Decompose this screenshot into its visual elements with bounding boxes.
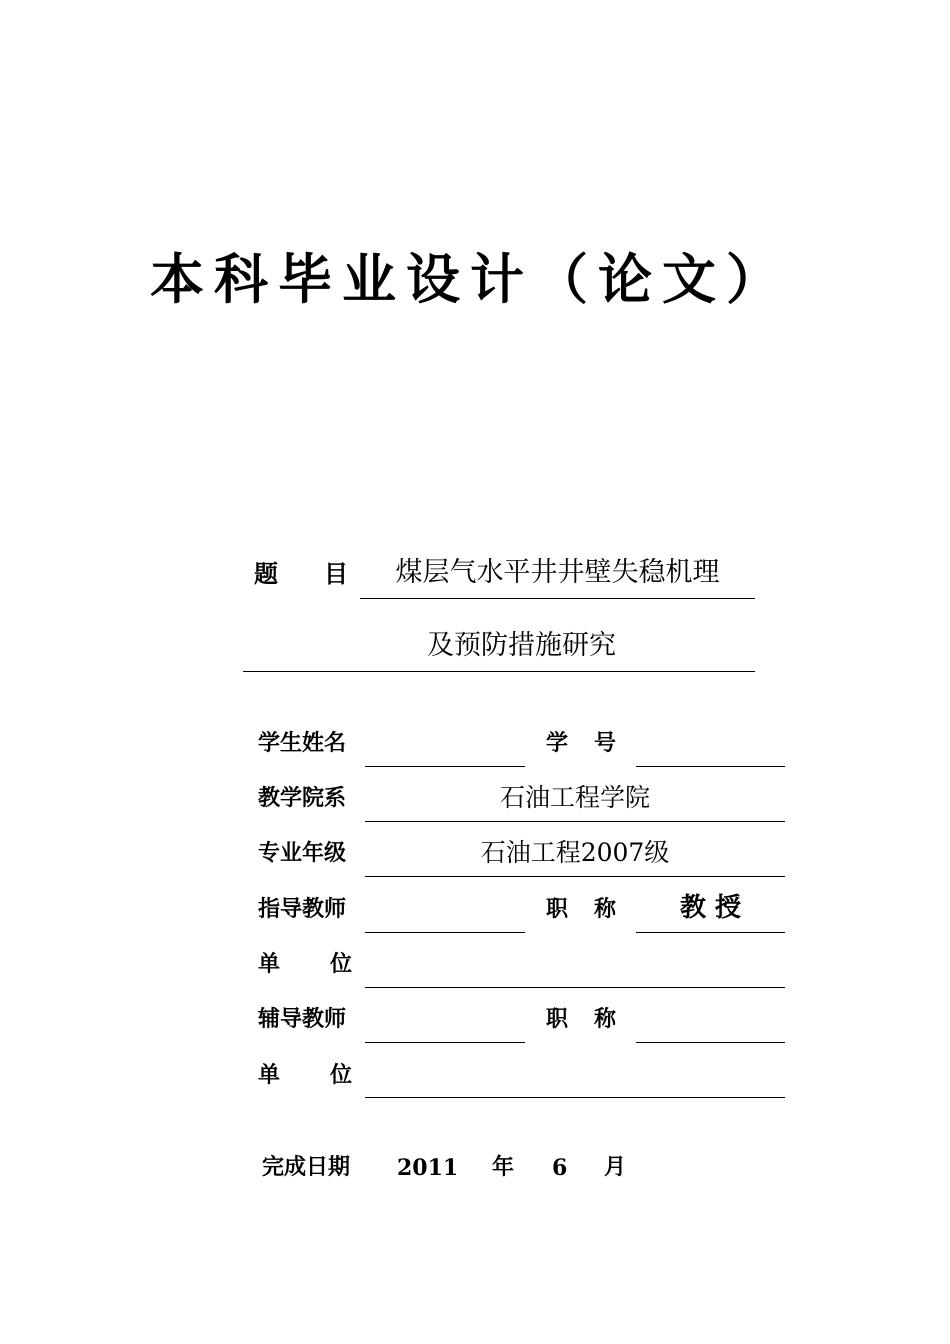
topic-label-char-1: 题 xyxy=(254,560,278,588)
completion-year-unit: 年 xyxy=(492,1155,515,1180)
college-value: 石油工程学院 xyxy=(499,783,650,812)
advisor-unit-label-char-2: 位 xyxy=(330,952,353,977)
topic-underline-2 xyxy=(243,671,755,672)
assistant-title-underline xyxy=(636,1042,785,1043)
assistant-unit-label-char-2: 位 xyxy=(330,1063,353,1088)
assistant-title-label-char-1: 职 xyxy=(546,1007,569,1032)
advisor-unit-label-char-1: 单 xyxy=(258,952,281,977)
major-label: 专业年级 xyxy=(258,841,347,866)
college-underline xyxy=(365,821,785,822)
topic-underline-1 xyxy=(360,598,755,599)
topic-line-1: 煤层气水平井井壁失稳机理 xyxy=(395,557,720,588)
advisor-underline xyxy=(365,932,525,933)
student-name-underline xyxy=(365,766,525,767)
completion-month-unit: 月 xyxy=(604,1155,627,1180)
student-id-label-char-1: 学 xyxy=(546,731,569,756)
advisor-title-label-char-2: 称 xyxy=(594,897,617,922)
assistant-unit-underline xyxy=(365,1097,785,1098)
advisor-title-underline xyxy=(636,932,785,933)
assistant-label: 辅导教师 xyxy=(258,1007,347,1032)
student-id-underline xyxy=(636,766,785,767)
topic-label-char-2: 目 xyxy=(324,560,348,588)
major-underline xyxy=(365,876,785,877)
advisor-unit-underline xyxy=(365,987,785,988)
main-title: 本科毕业设计（论文） xyxy=(150,248,790,311)
completion-year: 2011 xyxy=(397,1155,459,1181)
advisor-title-value: 教 授 xyxy=(679,893,742,923)
assistant-unit-label-char-1: 单 xyxy=(258,1063,281,1088)
major-value: 石油工程2007级 xyxy=(480,838,670,867)
assistant-title-label-char-2: 称 xyxy=(594,1007,617,1032)
student-name-label: 学生姓名 xyxy=(258,731,347,756)
student-id-label-char-2: 号 xyxy=(594,731,617,756)
assistant-underline xyxy=(365,1042,525,1043)
advisor-label: 指导教师 xyxy=(258,897,347,922)
topic-line-2: 及预防措施研究 xyxy=(427,630,616,661)
college-label: 教学院系 xyxy=(258,786,347,811)
completion-month: 6 xyxy=(552,1155,568,1181)
advisor-title-label-char-1: 职 xyxy=(546,897,569,922)
completion-date-label: 完成日期 xyxy=(262,1155,351,1180)
